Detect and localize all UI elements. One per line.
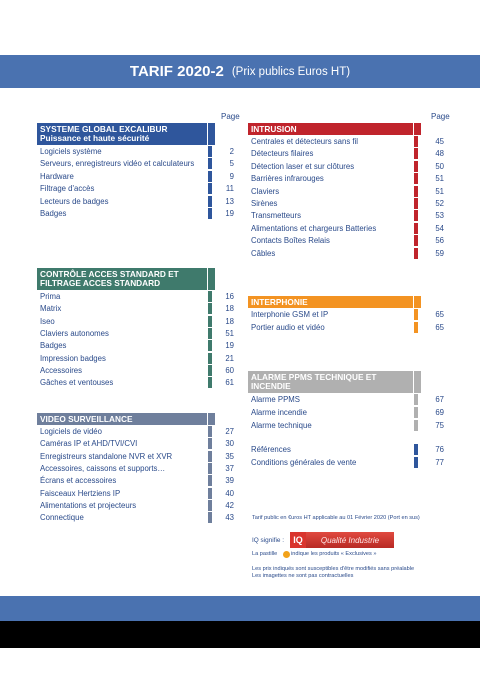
toc-item-label: Claviers autonomes — [40, 328, 109, 338]
toc-item-label: Centrales et détecteurs sans fil — [251, 137, 359, 146]
toc-item-page: 60 — [225, 365, 234, 375]
section-color-marker — [208, 475, 212, 486]
toc-item-page: 2 — [229, 147, 234, 156]
toc-item-label: Filtrage d'accès — [40, 184, 95, 194]
iq-logo-letters: IQ — [290, 532, 306, 548]
toc-item-label: Logiciels système — [40, 147, 102, 156]
toc-item-label: Prima — [40, 292, 61, 301]
exclusive-dot-icon — [283, 551, 290, 558]
toc-item-label: Accessoires — [40, 365, 83, 375]
toc-item-page: 56 — [435, 236, 444, 246]
toc-item-label: Écrans et accessoires — [40, 476, 117, 486]
toc-item-page: 11 — [225, 184, 234, 194]
section-color-marker — [414, 322, 418, 333]
section-color-marker — [414, 198, 418, 209]
section-title-intrusion: INTRUSION — [251, 124, 297, 134]
bottom-black-strip — [0, 621, 480, 648]
page-title: TARIF 2020-2 — [129, 63, 224, 80]
section-color-marker — [208, 512, 212, 523]
section-color-marker — [208, 463, 212, 474]
section-color-marker — [208, 488, 212, 499]
section-color-marker — [208, 316, 212, 327]
toc-item-page: 51 — [225, 328, 234, 338]
section-title-interphonie: INTERPHONIE — [251, 297, 308, 307]
section-color-marker — [208, 303, 212, 314]
section-color-marker — [414, 223, 418, 234]
toc-item-page: 53 — [435, 211, 444, 221]
section-color-marker — [208, 171, 212, 182]
section-color-marker — [414, 136, 418, 147]
section-color-marker — [414, 173, 418, 184]
toc-item-page: 54 — [435, 223, 444, 233]
section-header-alarme — [248, 371, 413, 393]
section-color-marker — [414, 210, 418, 221]
toc-item-label: Alimentations et projecteurs — [40, 500, 137, 510]
section-subtitle-excalibur: Puissance et haute sécurité — [40, 133, 150, 143]
toc-item-page: 76 — [435, 445, 444, 454]
page-column-header-right: Page — [431, 112, 450, 121]
section-header-controle — [37, 268, 207, 290]
toc-item-label: Accessoires, caissons et supports… — [40, 463, 166, 473]
section-color-marker — [208, 158, 212, 169]
section-color-marker — [414, 235, 418, 246]
toc-item-page: 19 — [225, 209, 234, 218]
section-title-alarme: ALARME PPMS TECHNIQUE ET — [251, 372, 377, 382]
section-color-marker — [208, 377, 212, 388]
pastille-note-post: indique les produits « Exclusives » — [291, 551, 377, 557]
toc-item-label: Claviers — [251, 186, 280, 196]
toc-item-label: Iseo — [40, 316, 55, 326]
toc-item-page: 13 — [225, 196, 234, 206]
toc-item-page: 35 — [225, 451, 234, 461]
section-color-marker — [208, 426, 212, 437]
toc-item-page: 45 — [435, 137, 444, 146]
iq-logo-text: Qualité Industrie — [306, 532, 394, 548]
toc-item-label: Gâches et ventouses — [40, 378, 114, 388]
toc-item-label: Détecteurs filaires — [251, 149, 314, 159]
section-header-intrusion — [248, 123, 413, 135]
page-column-header-left: Page — [221, 112, 240, 121]
toc-item-page: 37 — [225, 463, 234, 473]
toc-item-page: 75 — [435, 420, 444, 430]
disclaimer-images: Les imagettes ne sont pas contractuelles — [252, 573, 354, 579]
toc-item-label: Faisceaux Hertziens IP — [40, 488, 121, 498]
toc-item-label: Barrières infrarouges — [251, 174, 324, 184]
toc-item-page: 16 — [225, 292, 234, 301]
section-color-marker — [208, 451, 212, 462]
toc-item-page: 5 — [229, 159, 234, 169]
section-color-marker — [208, 183, 212, 194]
section-title-controle: CONTRÔLE ACCES STANDARD ET — [40, 269, 179, 279]
section-header-video — [37, 413, 207, 425]
toc-item-label: Références — [251, 445, 291, 454]
toc-item-page: 77 — [435, 457, 444, 467]
toc-item-label: Sirènes — [251, 199, 278, 208]
toc-item-label: Caméras IP et AHD/TVI/CVI — [40, 439, 138, 449]
toc-item-page: 9 — [229, 171, 234, 181]
section-header-excalibur — [37, 123, 207, 145]
toc-item-page: 51 — [435, 186, 444, 196]
section-header-interphonie — [248, 296, 413, 308]
toc-item-label: Alarme PPMS — [251, 395, 300, 404]
section-color-marker — [208, 208, 212, 219]
section-color-marker — [414, 248, 418, 259]
section-bar-controle — [208, 268, 215, 290]
toc-item-page: 59 — [435, 248, 444, 258]
toc-item-label: Impression badges — [40, 353, 106, 363]
toc-item-label: Contacts Boîtes Relais — [251, 236, 330, 246]
toc-item-page: 67 — [435, 395, 444, 404]
section-color-marker — [414, 309, 418, 320]
pastille-note-pre: La pastille — [252, 551, 278, 557]
section-bar-excalibur — [208, 123, 215, 145]
toc-item-page: 18 — [225, 304, 234, 314]
section-color-marker — [208, 365, 212, 376]
section-bar-intrusion — [414, 123, 421, 135]
section-title2-controle: FILTRAGE ACCES STANDARD — [40, 278, 161, 288]
iq-label: IQ signifie : — [252, 537, 284, 544]
section-color-marker — [208, 353, 212, 364]
section-color-marker — [414, 394, 418, 405]
disclaimer-prices: Les prix indiqués sont susceptibles d'être modifiés sans préalable — [252, 566, 415, 572]
toc-item-page: 39 — [225, 476, 234, 486]
toc-item-page: 65 — [435, 322, 444, 332]
toc-item-page: 69 — [435, 407, 444, 417]
section-color-marker — [208, 291, 212, 302]
toc-item-page: 42 — [225, 500, 234, 510]
toc-item-label: Enregistreurs standalone NVR et XVR — [40, 451, 173, 461]
tarif-note: Tarif public en €uros HT applicable au 01 Février 2020 (Port en sus) — [252, 515, 420, 521]
section-color-marker — [414, 148, 418, 159]
toc-item-label: Câbles — [251, 248, 276, 258]
iq-quality-badge — [290, 532, 394, 548]
toc-item-page: 19 — [225, 341, 234, 351]
toc-item-page: 48 — [435, 149, 444, 159]
section-color-marker — [208, 340, 212, 351]
section-color-marker — [208, 438, 212, 449]
section-color-marker — [208, 146, 212, 157]
section-bar-interphonie — [414, 296, 421, 308]
section-color-marker — [414, 407, 418, 418]
toc-item-label: Hardware — [40, 171, 74, 181]
bottom-band — [0, 596, 480, 621]
toc-item-label: Badges — [40, 341, 67, 351]
section-bar-alarme — [414, 371, 421, 393]
toc-item-page: 65 — [435, 310, 444, 319]
toc-item-label: Interphonie GSM et IP — [251, 310, 329, 319]
section-title2-alarme: INCENDIE — [251, 381, 291, 391]
toc-item-page: 30 — [225, 439, 234, 449]
toc-item-label: Portier audio et vidéo — [251, 322, 325, 332]
section-title-excalibur: SYSTEME GLOBAL EXCALIBUR — [40, 124, 168, 134]
toc-item-label: Alimentations et chargeurs Batteries — [251, 223, 377, 233]
section-color-marker — [414, 161, 418, 172]
toc-item-label: Alarme incendie — [251, 407, 307, 417]
section-bar-video — [208, 413, 215, 425]
toc-item-page: 50 — [435, 161, 444, 171]
section-color-marker — [414, 444, 418, 455]
page-subtitle: (Prix publics Euros HT) — [231, 65, 351, 78]
section-color-marker — [414, 186, 418, 197]
section-title-video: VIDEO SURVEILLANCE — [40, 414, 133, 424]
section-color-marker — [208, 196, 212, 207]
toc-item-label: Détection laser et sur clôtures — [251, 161, 355, 171]
toc-item-page: 40 — [225, 488, 234, 498]
toc-item-label: Conditions générales de vente — [251, 457, 357, 467]
toc-item-label: Logiciels de vidéo — [40, 427, 102, 436]
toc-item-label: Alarme technique — [251, 420, 312, 430]
toc-item-page: 52 — [435, 199, 444, 208]
section-color-marker — [414, 420, 418, 431]
toc-item-label: Transmetteurs — [251, 211, 301, 221]
toc-item-page: 27 — [225, 427, 234, 436]
section-color-marker — [414, 457, 418, 468]
toc-item-label: Badges — [40, 209, 67, 218]
toc-item-label: Lecteurs de badges — [40, 196, 109, 206]
title-banner — [0, 55, 480, 88]
toc-item-label: Serveurs, enregistreurs vidéo et calculateurs — [40, 159, 195, 169]
toc-item-label: Matrix — [40, 304, 62, 314]
toc-item-page: 51 — [435, 174, 444, 184]
toc-item-page: 43 — [225, 513, 234, 523]
section-color-marker — [208, 500, 212, 511]
toc-item-page: 18 — [225, 316, 234, 326]
toc-item-page: 21 — [225, 353, 234, 363]
toc-item-page: 61 — [225, 378, 234, 388]
section-color-marker — [208, 328, 212, 339]
toc-item-label: Connectique — [40, 513, 84, 523]
